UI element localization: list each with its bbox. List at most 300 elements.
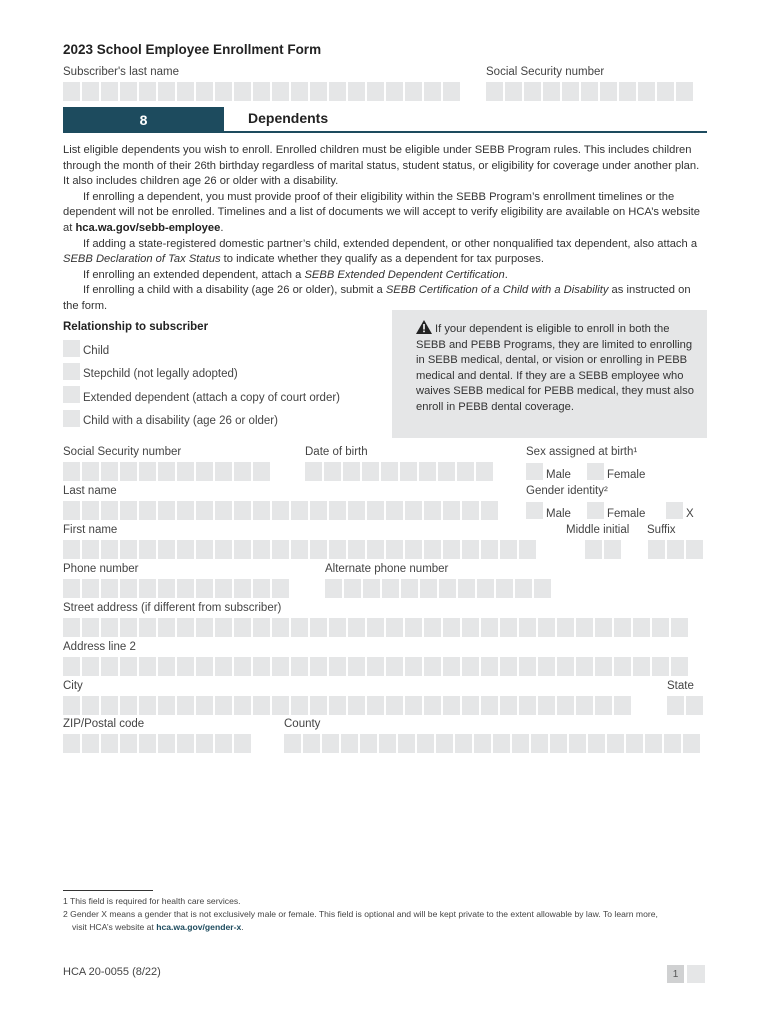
- char-box[interactable]: [474, 734, 491, 753]
- char-box[interactable]: [562, 82, 579, 101]
- char-box[interactable]: [329, 618, 346, 637]
- char-box[interactable]: [234, 696, 251, 715]
- char-box[interactable]: [120, 734, 137, 753]
- char-box[interactable]: [344, 579, 361, 598]
- char-box[interactable]: [329, 696, 346, 715]
- char-box[interactable]: [664, 734, 681, 753]
- char-box[interactable]: [550, 734, 567, 753]
- char-box[interactable]: [120, 657, 137, 676]
- char-box[interactable]: [215, 579, 232, 598]
- char-box[interactable]: [177, 657, 194, 676]
- char-box[interactable]: [405, 540, 422, 559]
- char-box[interactable]: [158, 734, 175, 753]
- char-box[interactable]: [645, 734, 662, 753]
- section-divider: [63, 131, 707, 133]
- char-box[interactable]: [101, 657, 118, 676]
- char-box[interactable]: [401, 579, 418, 598]
- char-box[interactable]: [363, 579, 380, 598]
- char-box[interactable]: [291, 501, 308, 520]
- char-box[interactable]: [420, 579, 437, 598]
- char-box[interactable]: [215, 501, 232, 520]
- state-field[interactable]: [667, 696, 703, 715]
- char-box[interactable]: [367, 501, 384, 520]
- char-box[interactable]: [139, 657, 156, 676]
- char-box[interactable]: [63, 579, 80, 598]
- gender-x-link[interactable]: hca.wa.gov/gender-x: [156, 922, 242, 932]
- char-box[interactable]: [604, 540, 621, 559]
- phone-field[interactable]: [63, 579, 289, 598]
- char-box[interactable]: [557, 696, 574, 715]
- char-box[interactable]: [63, 696, 80, 715]
- street-field[interactable]: [63, 618, 688, 637]
- char-box[interactable]: [477, 579, 494, 598]
- middle-initial-field[interactable]: [585, 540, 621, 559]
- char-box[interactable]: [82, 618, 99, 637]
- char-box[interactable]: [348, 82, 365, 101]
- char-box[interactable]: [196, 734, 213, 753]
- char-box[interactable]: [82, 657, 99, 676]
- char-box[interactable]: [272, 618, 289, 637]
- char-box[interactable]: [595, 618, 612, 637]
- section-number: 8: [63, 107, 224, 132]
- char-box[interactable]: [158, 579, 175, 598]
- char-box[interactable]: [196, 82, 213, 101]
- char-box[interactable]: [158, 618, 175, 637]
- char-box[interactable]: [63, 462, 80, 481]
- char-box[interactable]: [424, 82, 441, 101]
- char-box[interactable]: [667, 540, 684, 559]
- char-box[interactable]: [519, 540, 536, 559]
- char-box[interactable]: [534, 579, 551, 598]
- char-box[interactable]: [671, 657, 688, 676]
- char-box[interactable]: [405, 82, 422, 101]
- char-box[interactable]: [177, 82, 194, 101]
- char-box[interactable]: [500, 657, 517, 676]
- char-box[interactable]: [686, 540, 703, 559]
- char-box[interactable]: [253, 82, 270, 101]
- char-box[interactable]: [101, 540, 118, 559]
- char-box[interactable]: [362, 462, 379, 481]
- char-box[interactable]: [139, 462, 156, 481]
- char-box[interactable]: [481, 657, 498, 676]
- char-box[interactable]: [234, 734, 251, 753]
- char-box[interactable]: [588, 734, 605, 753]
- char-box[interactable]: [196, 540, 213, 559]
- char-box[interactable]: [462, 657, 479, 676]
- char-box[interactable]: [322, 734, 339, 753]
- char-box[interactable]: [607, 734, 624, 753]
- char-box[interactable]: [310, 696, 327, 715]
- char-box[interactable]: [158, 657, 175, 676]
- char-box[interactable]: [519, 618, 536, 637]
- char-box[interactable]: [196, 696, 213, 715]
- zip-field[interactable]: [63, 734, 251, 753]
- char-box[interactable]: [82, 462, 99, 481]
- char-box[interactable]: [139, 696, 156, 715]
- zip-label: ZIP/Postal code: [63, 718, 145, 730]
- char-box[interactable]: [291, 82, 308, 101]
- relationship-child-checkbox[interactable]: [63, 340, 80, 357]
- char-box[interactable]: [272, 696, 289, 715]
- char-box[interactable]: [329, 540, 346, 559]
- char-box[interactable]: [329, 82, 346, 101]
- char-box[interactable]: [272, 501, 289, 520]
- char-box[interactable]: [120, 540, 137, 559]
- char-box[interactable]: [177, 618, 194, 637]
- char-box[interactable]: [291, 657, 308, 676]
- char-box[interactable]: [367, 82, 384, 101]
- char-box[interactable]: [234, 579, 251, 598]
- char-box[interactable]: [63, 501, 80, 520]
- char-box[interactable]: [633, 618, 650, 637]
- char-box[interactable]: [139, 734, 156, 753]
- char-box[interactable]: [272, 540, 289, 559]
- char-box[interactable]: [417, 734, 434, 753]
- char-box[interactable]: [139, 618, 156, 637]
- char-box[interactable]: [120, 501, 137, 520]
- char-box[interactable]: [398, 734, 415, 753]
- relationship-stepchild-checkbox[interactable]: [63, 363, 80, 380]
- subscriber-last-name-field[interactable]: [63, 82, 460, 101]
- char-box[interactable]: [667, 696, 684, 715]
- char-box[interactable]: [500, 540, 517, 559]
- char-box[interactable]: [234, 82, 251, 101]
- char-box[interactable]: [310, 82, 327, 101]
- char-box[interactable]: [576, 618, 593, 637]
- char-box[interactable]: [455, 734, 472, 753]
- char-box[interactable]: [196, 579, 213, 598]
- char-box[interactable]: [101, 618, 118, 637]
- char-box[interactable]: [291, 696, 308, 715]
- char-box[interactable]: [443, 618, 460, 637]
- char-box[interactable]: [63, 657, 80, 676]
- char-box[interactable]: [458, 579, 475, 598]
- char-box[interactable]: [291, 618, 308, 637]
- char-box[interactable]: [63, 734, 80, 753]
- char-box[interactable]: [557, 657, 574, 676]
- char-box[interactable]: [82, 734, 99, 753]
- char-box[interactable]: [101, 501, 118, 520]
- char-box[interactable]: [158, 696, 175, 715]
- char-box[interactable]: [652, 618, 669, 637]
- char-box[interactable]: [120, 462, 137, 481]
- char-box[interactable]: [486, 82, 503, 101]
- char-box[interactable]: [443, 696, 460, 715]
- phone-label: Phone number: [63, 563, 139, 575]
- relationship-extended-checkbox[interactable]: [63, 386, 80, 403]
- char-box[interactable]: [215, 618, 232, 637]
- char-box[interactable]: [457, 462, 474, 481]
- subscriber-ssn-field[interactable]: [486, 82, 693, 101]
- char-box[interactable]: [381, 462, 398, 481]
- instruction-paragraph-5: If enrolling a child with a disability (age 26 or older), submit a SEBB Certification of a Child with a Disability as instructed on the form.: [63, 284, 691, 312]
- char-box[interactable]: [439, 579, 456, 598]
- char-box[interactable]: [538, 618, 555, 637]
- char-box[interactable]: [215, 540, 232, 559]
- char-box[interactable]: [196, 657, 213, 676]
- char-box[interactable]: [671, 618, 688, 637]
- char-box[interactable]: [215, 696, 232, 715]
- char-box[interactable]: [196, 462, 213, 481]
- relationship-child-label: Child: [83, 345, 110, 357]
- char-box[interactable]: [253, 696, 270, 715]
- char-box[interactable]: [63, 618, 80, 637]
- char-box[interactable]: [310, 618, 327, 637]
- char-box[interactable]: [519, 696, 536, 715]
- char-box[interactable]: [538, 657, 555, 676]
- county-field[interactable]: [284, 734, 700, 753]
- char-box[interactable]: [348, 540, 365, 559]
- char-box[interactable]: [419, 462, 436, 481]
- char-box[interactable]: [424, 618, 441, 637]
- char-box[interactable]: [303, 734, 320, 753]
- char-box[interactable]: [253, 540, 270, 559]
- char-box[interactable]: [120, 618, 137, 637]
- gender-x-checkbox[interactable]: [666, 502, 683, 519]
- char-box[interactable]: [234, 501, 251, 520]
- char-box[interactable]: [177, 501, 194, 520]
- char-box[interactable]: [585, 540, 602, 559]
- char-box[interactable]: [291, 540, 308, 559]
- city-field[interactable]: [63, 696, 631, 715]
- char-box[interactable]: [496, 579, 513, 598]
- char-box[interactable]: [63, 82, 80, 101]
- gender-x-label: X: [686, 508, 694, 520]
- alt-phone-field[interactable]: [325, 579, 551, 598]
- char-box[interactable]: [524, 82, 541, 101]
- char-box[interactable]: [576, 696, 593, 715]
- char-box[interactable]: [139, 579, 156, 598]
- char-box[interactable]: [531, 734, 548, 753]
- char-box[interactable]: [386, 618, 403, 637]
- char-box[interactable]: [82, 579, 99, 598]
- char-box[interactable]: [424, 540, 441, 559]
- char-box[interactable]: [101, 462, 118, 481]
- char-box[interactable]: [101, 579, 118, 598]
- char-box[interactable]: [177, 696, 194, 715]
- char-box[interactable]: [215, 82, 232, 101]
- char-box[interactable]: [234, 618, 251, 637]
- char-box[interactable]: [253, 501, 270, 520]
- char-box[interactable]: [310, 657, 327, 676]
- char-box[interactable]: [348, 696, 365, 715]
- char-box[interactable]: [462, 618, 479, 637]
- street-label: Street address (if different from subscriber): [63, 602, 282, 614]
- char-box[interactable]: [405, 657, 422, 676]
- char-box[interactable]: [329, 657, 346, 676]
- char-box[interactable]: [500, 618, 517, 637]
- char-box[interactable]: [652, 657, 669, 676]
- char-box[interactable]: [481, 696, 498, 715]
- first-name-field[interactable]: [63, 540, 536, 559]
- address2-field[interactable]: [63, 657, 688, 676]
- char-box[interactable]: [379, 734, 396, 753]
- ssn-field[interactable]: [63, 462, 270, 481]
- char-box[interactable]: [443, 82, 460, 101]
- sex-female-checkbox[interactable]: [587, 463, 604, 480]
- char-box[interactable]: [139, 540, 156, 559]
- char-box[interactable]: [648, 540, 665, 559]
- char-box[interactable]: [633, 657, 650, 676]
- char-box[interactable]: [348, 657, 365, 676]
- char-box[interactable]: [360, 734, 377, 753]
- char-box[interactable]: [215, 657, 232, 676]
- char-box[interactable]: [158, 540, 175, 559]
- sebb-employee-link[interactable]: hca.wa.gov/sebb-employee: [75, 221, 221, 234]
- sex-male-checkbox[interactable]: [526, 463, 543, 480]
- char-box[interactable]: [462, 540, 479, 559]
- gender-female-checkbox[interactable]: [587, 502, 604, 519]
- char-box[interactable]: [272, 82, 289, 101]
- char-box[interactable]: [158, 82, 175, 101]
- char-box[interactable]: [63, 540, 80, 559]
- char-box[interactable]: [158, 462, 175, 481]
- char-box[interactable]: [614, 657, 631, 676]
- gender-label: Gender identity²: [526, 485, 608, 497]
- char-box[interactable]: [386, 82, 403, 101]
- char-box[interactable]: [82, 540, 99, 559]
- char-box[interactable]: [382, 579, 399, 598]
- char-box[interactable]: [557, 618, 574, 637]
- char-box[interactable]: [82, 501, 99, 520]
- char-box[interactable]: [481, 540, 498, 559]
- char-box[interactable]: [310, 501, 327, 520]
- char-box[interactable]: [386, 501, 403, 520]
- char-box[interactable]: [101, 734, 118, 753]
- char-box[interactable]: [657, 82, 674, 101]
- char-box[interactable]: [438, 462, 455, 481]
- char-box[interactable]: [638, 82, 655, 101]
- char-box[interactable]: [543, 82, 560, 101]
- char-box[interactable]: [443, 540, 460, 559]
- char-box[interactable]: [424, 501, 441, 520]
- char-box[interactable]: [515, 579, 532, 598]
- char-box[interactable]: [272, 657, 289, 676]
- char-box[interactable]: [234, 540, 251, 559]
- char-box[interactable]: [505, 82, 522, 101]
- relationship-disability-checkbox[interactable]: [63, 410, 80, 427]
- form-title: 2023 School Employee Enrollment Form: [63, 42, 322, 57]
- char-box[interactable]: [348, 618, 365, 637]
- char-box[interactable]: [343, 462, 360, 481]
- char-box[interactable]: [443, 501, 460, 520]
- char-box[interactable]: [512, 734, 529, 753]
- char-box[interactable]: [272, 579, 289, 598]
- char-box[interactable]: [305, 462, 322, 481]
- char-box[interactable]: [196, 501, 213, 520]
- char-box[interactable]: [595, 657, 612, 676]
- char-box[interactable]: [424, 657, 441, 676]
- char-box[interactable]: [139, 501, 156, 520]
- sex-male-label: Male: [546, 469, 571, 481]
- char-box[interactable]: [82, 82, 99, 101]
- char-box[interactable]: [500, 696, 517, 715]
- char-box[interactable]: [177, 462, 194, 481]
- char-box[interactable]: [158, 501, 175, 520]
- char-box[interactable]: [177, 579, 194, 598]
- char-box[interactable]: [253, 618, 270, 637]
- char-box[interactable]: [234, 657, 251, 676]
- char-box[interactable]: [367, 540, 384, 559]
- char-box[interactable]: [367, 696, 384, 715]
- char-box[interactable]: [405, 696, 422, 715]
- char-box[interactable]: [538, 696, 555, 715]
- char-box[interactable]: [576, 657, 593, 676]
- char-box[interactable]: [424, 696, 441, 715]
- char-box[interactable]: [619, 82, 636, 101]
- dob-field[interactable]: [305, 462, 493, 481]
- char-box[interactable]: [196, 618, 213, 637]
- char-box[interactable]: [436, 734, 453, 753]
- char-box[interactable]: [481, 618, 498, 637]
- char-box[interactable]: [569, 734, 586, 753]
- char-box[interactable]: [367, 657, 384, 676]
- char-box[interactable]: [493, 734, 510, 753]
- char-box[interactable]: [101, 82, 118, 101]
- char-box[interactable]: [443, 657, 460, 676]
- char-box[interactable]: [626, 734, 643, 753]
- dob-label: Date of birth: [305, 446, 368, 458]
- char-box[interactable]: [284, 734, 301, 753]
- char-box[interactable]: [82, 696, 99, 715]
- char-box[interactable]: [462, 696, 479, 715]
- char-box[interactable]: [253, 579, 270, 598]
- last-name-field[interactable]: [63, 501, 498, 520]
- char-box[interactable]: [325, 579, 342, 598]
- char-box[interactable]: [139, 82, 156, 101]
- char-box[interactable]: [614, 618, 631, 637]
- gender-male-checkbox[interactable]: [526, 502, 543, 519]
- char-box[interactable]: [177, 540, 194, 559]
- char-box[interactable]: [215, 462, 232, 481]
- char-box[interactable]: [405, 501, 422, 520]
- char-box[interactable]: [676, 82, 693, 101]
- char-box[interactable]: [581, 82, 598, 101]
- alt-phone-label: Alternate phone number: [325, 563, 449, 575]
- char-box[interactable]: [120, 82, 137, 101]
- char-box[interactable]: [120, 579, 137, 598]
- char-box[interactable]: [348, 501, 365, 520]
- char-box[interactable]: [120, 696, 137, 715]
- char-box[interactable]: [367, 618, 384, 637]
- suffix-field[interactable]: [648, 540, 703, 559]
- char-box[interactable]: [177, 734, 194, 753]
- char-box[interactable]: [600, 82, 617, 101]
- char-box[interactable]: [386, 540, 403, 559]
- char-box[interactable]: [253, 462, 270, 481]
- char-box[interactable]: [329, 501, 346, 520]
- char-box[interactable]: [234, 462, 251, 481]
- char-box[interactable]: [386, 696, 403, 715]
- char-box[interactable]: [310, 540, 327, 559]
- char-box[interactable]: [386, 657, 403, 676]
- char-box[interactable]: [101, 696, 118, 715]
- char-box[interactable]: [215, 734, 232, 753]
- char-box[interactable]: [519, 657, 536, 676]
- char-box[interactable]: [481, 501, 498, 520]
- char-box[interactable]: [614, 696, 631, 715]
- char-box[interactable]: [686, 696, 703, 715]
- char-box[interactable]: [341, 734, 358, 753]
- char-box[interactable]: [400, 462, 417, 481]
- char-box[interactable]: [324, 462, 341, 481]
- char-box[interactable]: [405, 618, 422, 637]
- char-box[interactable]: [683, 734, 700, 753]
- char-box[interactable]: [595, 696, 612, 715]
- char-box[interactable]: [253, 657, 270, 676]
- char-box[interactable]: [462, 501, 479, 520]
- char-box[interactable]: [476, 462, 493, 481]
